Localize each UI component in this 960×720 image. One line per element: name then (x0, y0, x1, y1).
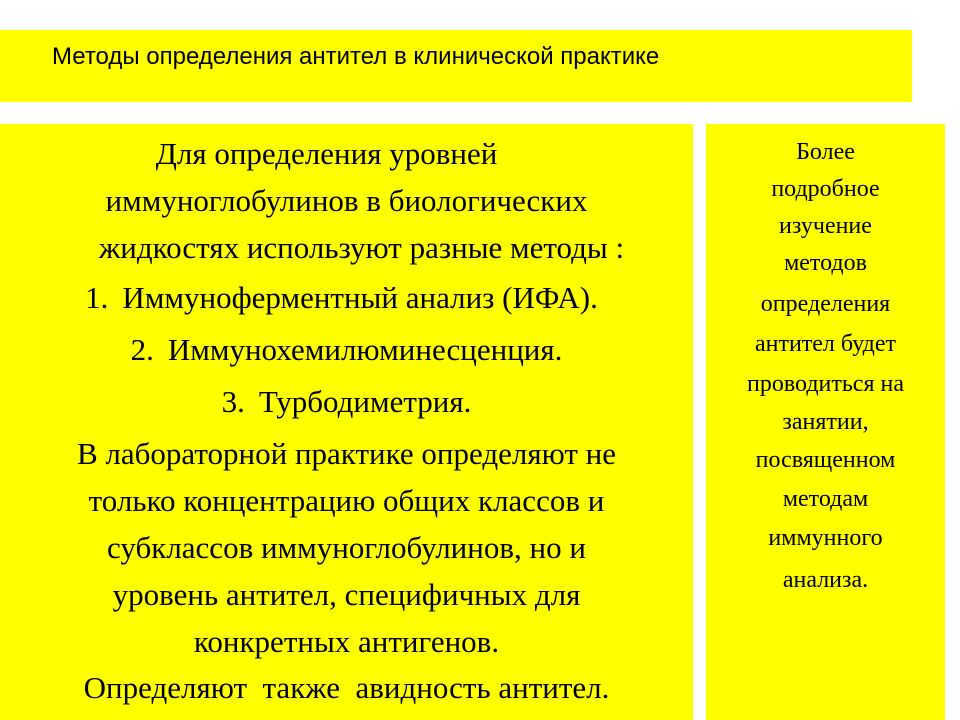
side-note-line: определения (760, 291, 891, 317)
side-note-line: методов (784, 250, 867, 276)
paragraph-line-4: уровень антител, специфичных для (112, 577, 581, 612)
intro-line-1: Для определения уровней (155, 136, 498, 171)
side-note-line: изучение (779, 213, 872, 239)
side-note-line: подробное (771, 176, 880, 202)
side-note-line: методам (782, 486, 869, 512)
side-note-line: посвященном (755, 447, 896, 473)
method-item-1 (0, 280, 693, 316)
slide-title: Методы определения антител в клинической практике (52, 43, 660, 70)
main-content-box (0, 124, 693, 720)
paragraph-line-5: конкретных антигенов. (193, 624, 500, 659)
method-text: Турбодиметрия. (258, 384, 472, 419)
side-note-box (706, 124, 945, 720)
side-note-line: занятии, (782, 409, 869, 435)
method-number: 3. (221, 384, 245, 419)
side-note-line: иммунного (768, 525, 883, 551)
intro-line-2: иммуноглобулинов в биологических (105, 183, 588, 218)
method-number: 1. (85, 280, 109, 315)
side-note-line: анализа. (782, 567, 869, 593)
paragraph-line-2: только концентрацию общих классов и (88, 483, 605, 518)
closing-line: Определяют также авидность антител. (83, 670, 610, 705)
method-number: 2. (130, 332, 154, 367)
side-note-line: проводиться на (747, 371, 904, 397)
intro-line-3: жидкостях используют разные методы : (98, 230, 625, 265)
paragraph-line-3: субклассов иммуноглобулинов, но и (107, 530, 586, 565)
method-text: Иммунохемилюминесценция. (167, 332, 563, 367)
method-item-2 (0, 332, 693, 368)
side-note-line: Более (796, 139, 855, 165)
paragraph-line-1: В лабораторной практике определяют не (77, 436, 616, 471)
side-note-line: антител будет (754, 331, 897, 357)
title-banner (0, 30, 912, 102)
method-item-3 (0, 384, 693, 420)
method-text: Иммуноферментный анализ (ИФА). (122, 280, 598, 315)
